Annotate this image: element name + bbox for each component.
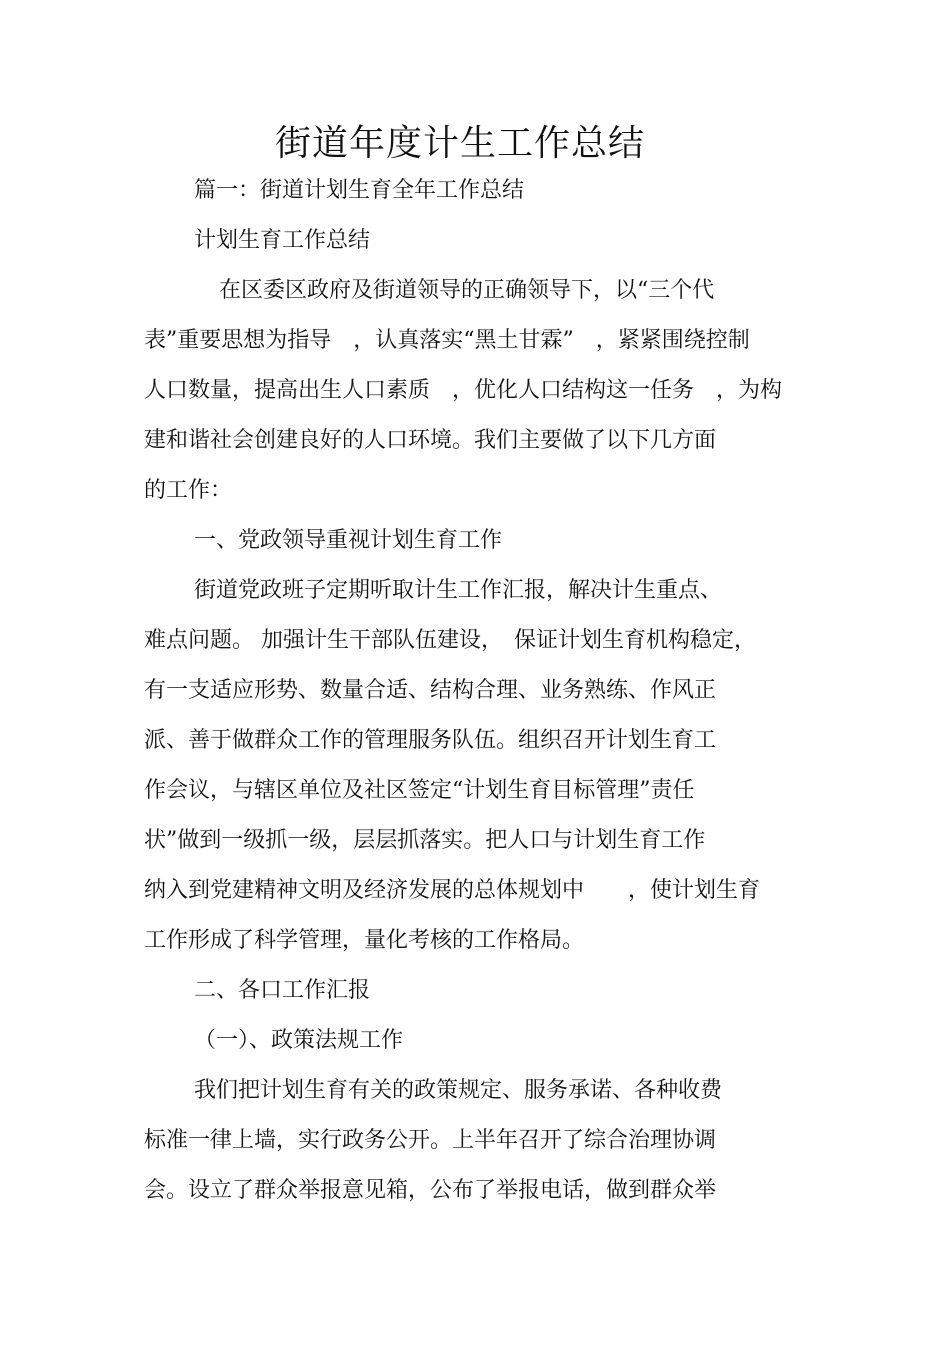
subheading: 计划生育工作总结	[194, 228, 371, 253]
paragraph-line: 工作形成了科学管理，量化考核的工作格局。	[144, 928, 585, 953]
document-title: 街道年度计生工作总结	[274, 123, 645, 164]
paragraph-line: 表”重要思想为指导 ，认真落实“黑土甘霖” ，紧紧围绕控制	[144, 328, 750, 353]
paragraph-line: 难点问题。 加强计生干部队伍建设， 保证计划生育机构稳定，	[144, 628, 756, 653]
paragraph-line: 有一支适应形势、数量合适、结构合理、业务熟练、作风正	[144, 678, 717, 703]
paragraph-line: 在区委区政府及街道领导的正确领导下，以“三个代	[219, 278, 715, 303]
paragraph-line: 派、善于做群众工作的管理服务队伍。组织召开计划生育工	[144, 728, 717, 753]
section-heading: 一、党政领导重视计划生育工作	[194, 528, 503, 553]
subsection-heading: （一）、政策法规工作	[194, 1028, 404, 1053]
paragraph-line: 街道党政班子定期听取计生工作汇报，解决计生重点、	[194, 578, 723, 603]
paragraph-line: 的工作：	[144, 478, 233, 503]
paragraph-line: 我们把计划生育有关的政策规定、服务承诺、各种收费	[194, 1078, 723, 1103]
paragraph-line: 建和谐社会创建良好的人口环境。我们主要做了以下几方面	[144, 428, 717, 453]
paragraph-line: 作会议，与辖区单位及社区签定“计划生育目标管理”责任	[144, 778, 695, 803]
paragraph-line: 标准一律上墙，实行政务公开。上半年召开了综合治理协调	[144, 1128, 717, 1153]
paragraph-line: 会。设立了群众举报意见箱，公布了举报电话，做到群众举	[144, 1178, 717, 1203]
paragraph-line: 状”做到一级抓一级，层层抓落实。把人口与计划生育工作	[144, 828, 706, 853]
paragraph-line: 纳入到党建精神文明及经济发展的总体规划中 ，使计划生育	[144, 878, 761, 903]
section-heading: 二、各口工作汇报	[194, 978, 371, 1003]
paragraph-line: 人口数量，提高出生人口素质 ，优化人口结构这一任务 ，为构	[144, 378, 783, 403]
section-heading: 篇一：街道计划生育全年工作总结	[194, 178, 525, 203]
